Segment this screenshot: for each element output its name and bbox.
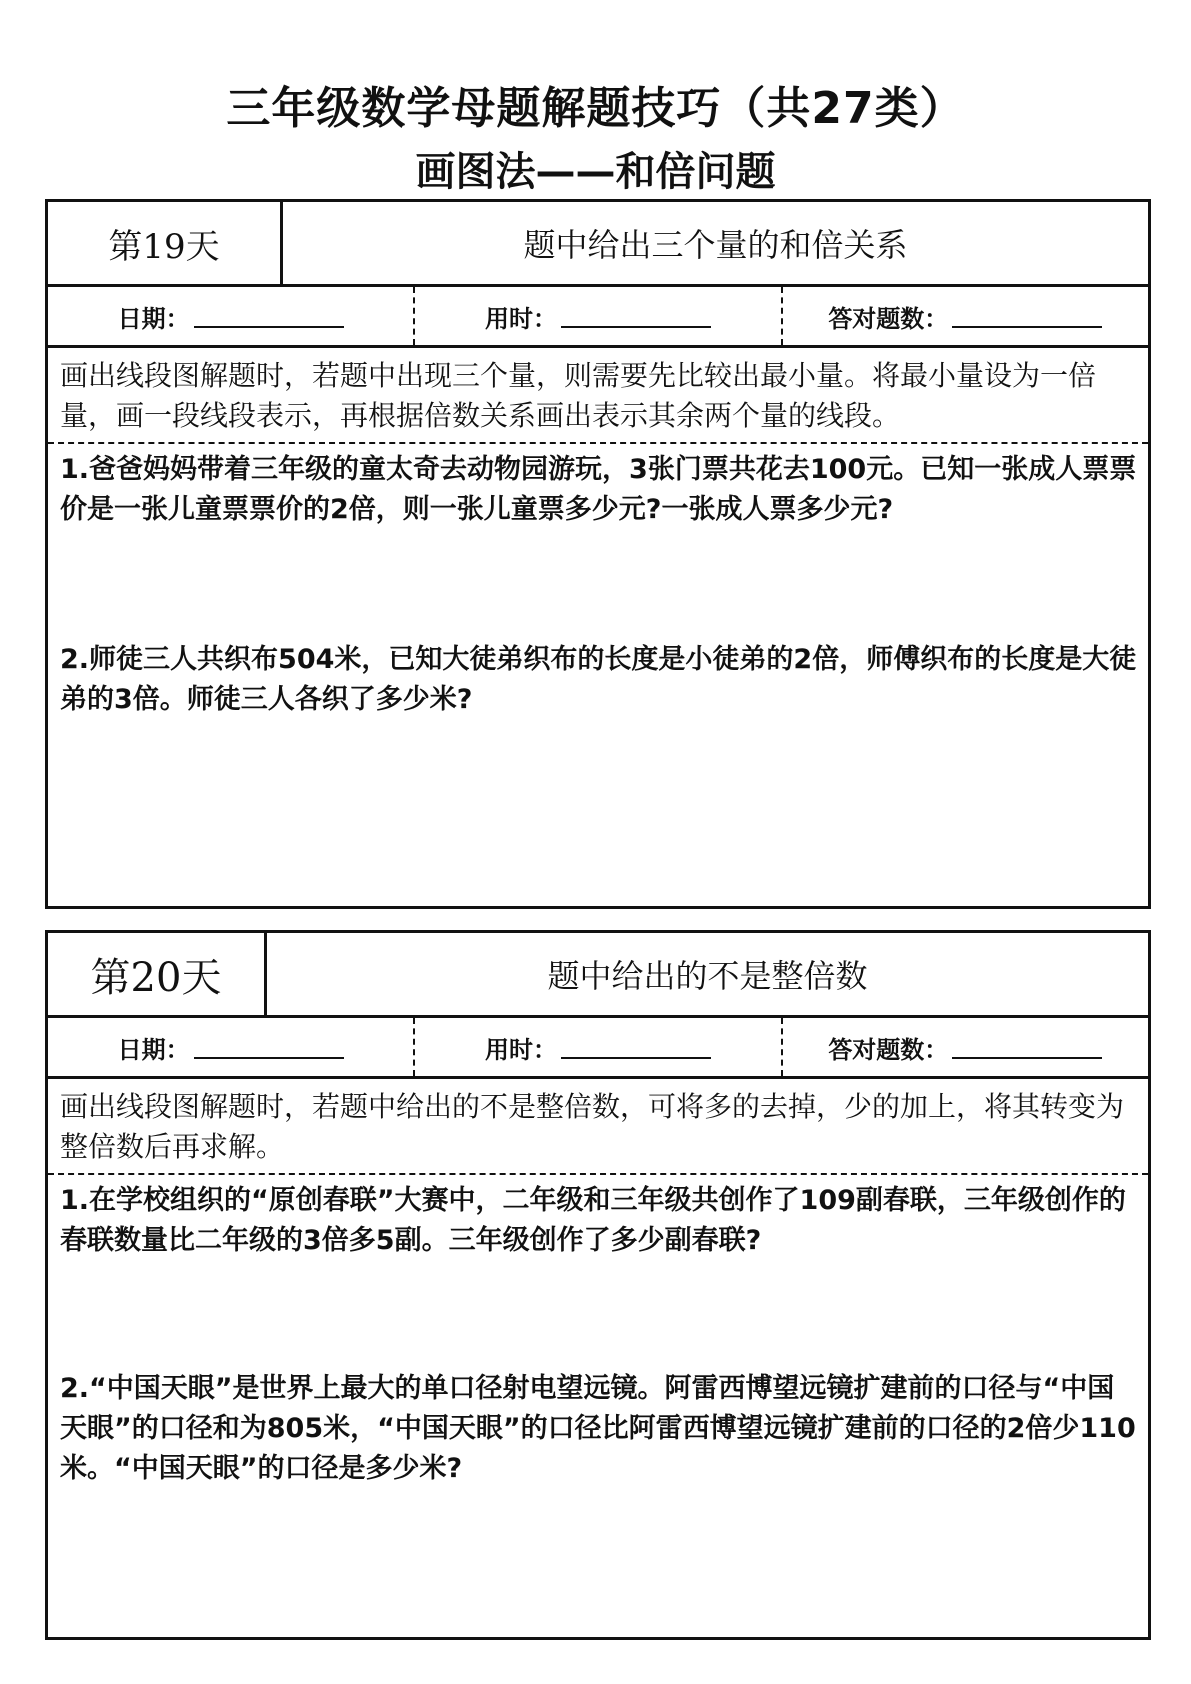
card-header	[48, 202, 1148, 287]
record-row	[48, 287, 1148, 348]
correct-count-blank[interactable]	[952, 304, 1102, 328]
card-header	[48, 933, 1148, 1018]
page-title: 三年级数学母题解题技巧（共27类）	[226, 83, 965, 134]
time-blank[interactable]	[561, 1035, 711, 1059]
time-field[interactable]	[413, 287, 780, 345]
day-card-19	[45, 199, 1151, 909]
correct-count-blank[interactable]	[952, 1035, 1102, 1059]
day-card-20	[45, 930, 1151, 1640]
date-field[interactable]	[48, 287, 413, 345]
correct-count-label: 答对题数：	[828, 304, 949, 333]
time-label: 用时：	[484, 304, 557, 333]
topic-title: 题中给出的不是整倍数	[547, 957, 868, 995]
correct-count-label: 答对题数：	[828, 1035, 949, 1064]
topic-title: 题中给出三个量的和倍关系	[523, 226, 908, 264]
question-2: 2.“中国天眼”是世界上最大的单口径射电望远镜。阿雷西博望远镜扩建前的口径与“中国天眼”的口径和为805米，“中国天眼”的口径比阿雷西博望远镜扩建前的口径的2倍少110米。“中国天眼”的口径是多少米?	[60, 1373, 1136, 1484]
method-intro: 画出线段图解题时，若题中出现三个量，则需要先比较出最小量。将最小量设为一倍量，画一段线段表示，再根据倍数关系画出表示其余两个量的线段。	[48, 348, 1148, 444]
date-label: 日期：	[117, 1035, 190, 1064]
date-blank[interactable]	[194, 1035, 344, 1059]
time-blank[interactable]	[561, 304, 711, 328]
method-intro: 画出线段图解题时，若题中给出的不是整倍数，可将多的去掉，少的加上，将其转变为整倍数后再求解。	[48, 1079, 1148, 1175]
date-label: 日期：	[117, 304, 190, 333]
correct-count-field[interactable]	[781, 1018, 1148, 1076]
date-blank[interactable]	[194, 304, 344, 328]
record-row	[48, 1018, 1148, 1079]
day-label: 第19天	[48, 202, 283, 284]
question-1: 1.在学校组织的“原创春联”大赛中，二年级和三年级共创作了109副春联，三年级创作的春联数量比二年级的3倍多5副。三年级创作了多少副春联?	[60, 1185, 1126, 1256]
question-2: 2.师徒三人共织布504米，已知大徒弟织布的长度是小徒弟的2倍，师傅织布的长度是大徒弟的3倍。师徒三人各织了多少米?	[60, 644, 1137, 715]
page-subtitle: 画图法——和倍问题	[415, 149, 776, 195]
question-1: 1.爸爸妈妈带着三年级的童太奇去动物园游玩，3张门票共花去100元。已知一张成人票票价是一张儿童票票价的2倍，则一张儿童票多少元?一张成人票多少元?	[60, 454, 1137, 525]
date-field[interactable]	[48, 1018, 413, 1076]
correct-count-field[interactable]	[781, 287, 1148, 345]
time-label: 用时：	[484, 1035, 557, 1064]
day-label: 第20天	[48, 933, 267, 1015]
time-field[interactable]	[413, 1018, 780, 1076]
